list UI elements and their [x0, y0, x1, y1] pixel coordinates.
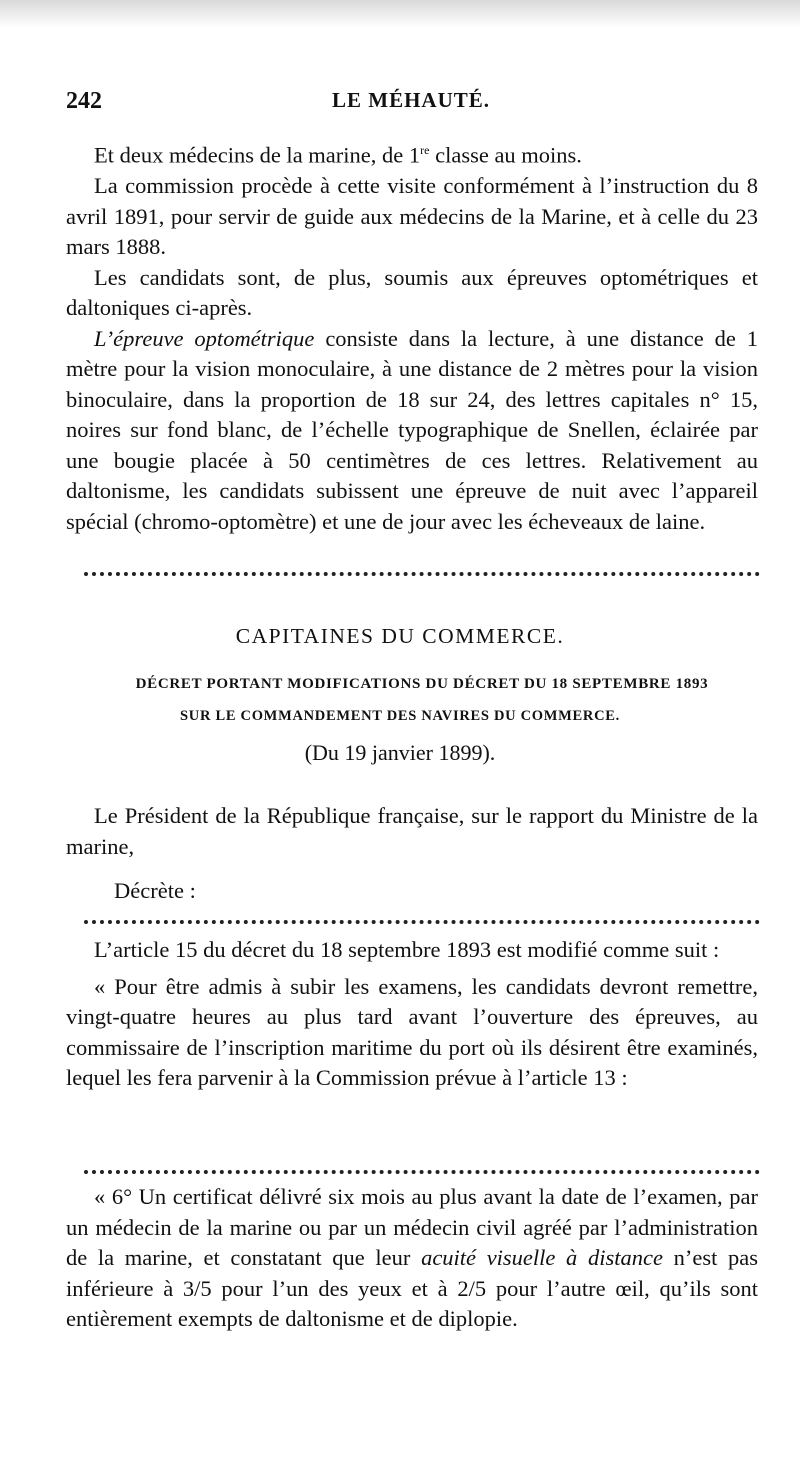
- decree-heading-line2: SUR LE COMMANDEMENT DES NAVIRES DU COMMERCE.: [180, 708, 620, 724]
- paragraph-certificate: « 6° Un certificat délivré six mois au plus avant la date de l’examen, par un médecin de la marine ou par un médecin civil agréé par l’administration de la marine, et constatant que leur acuité visuelle à distance n’est pas inférieure à 3/5 pour l’un des yeux et à 2/5 pour l’autre œil, qu’ils sont entièrement exempts de daltonisme et de diplopie.: [66, 1184, 758, 1331]
- paragraph-decrees: Décrète :: [114, 878, 196, 903]
- paragraph-commission: La commission procède à cette visite conformément à l’instruction du 8 avril 1891, pour servir de guide aux médecins de la Marine, et à celle du 23 mars 1888.: [66, 173, 758, 259]
- dotted-separator: [84, 562, 760, 576]
- paragraph-admission: « Pour être admis à subir les examens, les candidats devront remettre, vingt-quatre heures au plus tard avant l’ouverture des épreuves, au commissaire de l’inscription maritime du port où ils désirent être examinés, lequel les fera parvenir à la Commission prévue à l’article 13 :: [66, 973, 758, 1090]
- dotted-separator: [84, 1160, 760, 1174]
- section-title: CAPITAINES DU COMMERCE.: [235, 624, 565, 648]
- paragraph-candidates: Les candidats sont, de plus, soumis aux épreuves optométriques et daltoniques ci-après.: [66, 264, 758, 320]
- text-block-certificate: [66, 1182, 758, 1335]
- page-edge-shadow: [0, 0, 800, 28]
- decree-date: (Du 19 janvier 1899).: [304, 740, 496, 765]
- decree-heading-line1: DÉCRET PORTANT MODIFICATIONS DU DÉCRET DU 18 SEPTEMBRE 1893: [135, 676, 709, 692]
- paragraph-optometric-test: L’épreuve optométrique consiste dans la lecture, à une distance de 1 mètre pour la vision monoculaire, à une distance de 2 mètres pour la vision binoculaire, dans la proportion de 18 sur 24, des lettres capitales n° 15, noires sur fond blanc, de l’échelle typographique de Snellen, éclairée par une bougie placée à 50 centimètres de ces lettres. Relativement au daltonisme, les candidats subissent une épreuve de nuit avec l’appareil spécial (chromo-optomètre) et une de jour avec les écheveaux de laine.: [66, 325, 758, 534]
- paragraph-article-15: L’article 15 du décret du 18 septembre 1893 est modifié comme suit :: [94, 937, 720, 962]
- running-title: LE MÉHAUTÉ.: [331, 88, 491, 112]
- page-number: 242: [66, 88, 102, 114]
- text-block-medical: [66, 135, 758, 537]
- text-block-article: [66, 935, 758, 1094]
- paragraph-president: Le Président de la République française, sur le rapport du Ministre de la marine,: [66, 803, 758, 859]
- dotted-separator: [84, 910, 760, 924]
- page-header: [66, 88, 756, 122]
- text-block-president: [66, 801, 758, 907]
- paragraph-doctors: Et deux médecins de la marine, de 1re classe au moins.: [94, 142, 582, 168]
